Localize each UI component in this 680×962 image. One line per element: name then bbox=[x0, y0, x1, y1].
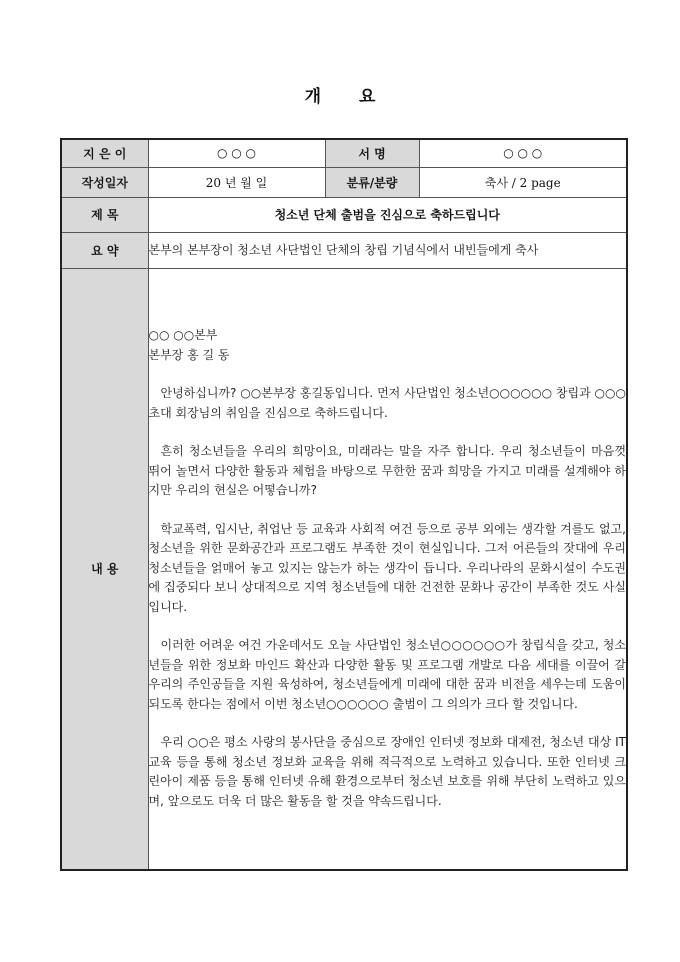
row-summary bbox=[61, 232, 627, 268]
page-title-right: 요 bbox=[359, 87, 376, 107]
summary-label: 요 약 bbox=[61, 232, 148, 268]
signature-value: ○ ○ ○ bbox=[419, 139, 627, 167]
row-subject bbox=[61, 197, 627, 232]
row-content bbox=[61, 268, 627, 870]
content-body bbox=[148, 268, 627, 870]
summary-value: 본부의 본부장이 청소년 사단법인 단체의 창립 기념식에서 내빈들에게 축사 bbox=[148, 232, 627, 268]
content-name: 본부장 홍 길 동 bbox=[148, 347, 230, 362]
content-label: 내 용 bbox=[61, 268, 148, 870]
page-title bbox=[0, 82, 680, 107]
signature-label: 서 명 bbox=[325, 139, 419, 167]
content-org: ○○ ○○본부 bbox=[148, 328, 218, 343]
content-paragraph-1: 안녕하십니까? ○○본부장 홍길동입니다. 먼저 사단법인 청소년○○○○○○ 창립과 ○○○초대 회장님의 취임을 진심으로 축하드립니다. bbox=[148, 386, 626, 420]
author-label: 지 은 이 bbox=[61, 139, 148, 167]
content-paragraph-3: 학교폭력, 입시난, 취업난 등 교육과 사회적 여건 등으로 공부 외에는 생각할 겨를도 없고, 청소년을 위한 문화공간과 프로그램도 부족한 것이 현실입니다. 그저 어른들의 잣대에 우리 청소년들을 얽매어 놓고 있지는 않는가 하는 생각이 듭니다. 우리나라의 문화시설이 수도권에 집중되다 보니 상대적으로 지역 청소년들에 대한 건전한 문화나 공간이 부족한 것도 사실입니다. bbox=[148, 521, 626, 614]
subject-label: 제 목 bbox=[61, 197, 148, 232]
row-author bbox=[61, 139, 627, 167]
category-value: 축사 / 2 page bbox=[419, 167, 627, 197]
row-date bbox=[61, 167, 627, 197]
content-paragraph-2: 흔히 청소년들을 우리의 희망이요, 미래라는 말을 자주 합니다. 우리 청소년들이 마음껏 뛰어 놀면서 다양한 활동과 체험을 바탕으로 무한한 꿈과 희망을 가지고 미래를 설계해야 하지만 우리의 현실은 어떻습니까? bbox=[148, 444, 626, 498]
date-value: 20 년 월 일 bbox=[148, 167, 325, 197]
page-title-left: 개 bbox=[304, 87, 321, 107]
content-paragraph-5: 우리 ○○은 평소 사랑의 봉사단을 중심으로 장애인 인터넷 정보화 대제전, 청소년 대상 IT교육 등을 통해 청소년 정보화 교육을 위해 적극적으로 노력하고 있습니다. 또한 인터넷 크린아이 제품 등을 통해 인터넷 유해 환경으로부터 청소년 보호를 위해 부단히 노력하고 있으며, 앞으로도 더욱 더 많은 활동을 할 것을 약속드립니다. bbox=[148, 735, 626, 808]
overview-form bbox=[60, 138, 628, 871]
content-paragraph-4: 이러한 어려운 여건 가운데서도 오늘 사단법인 청소년○○○○○○가 창립식을 갖고, 청소년들을 위한 정보화 마인드 확산과 다양한 활동 및 프로그램 개발로 다음 세대를 이끌어 갈 우리의 주인공들을 지원 육성하여, 청소년들에게 미래에 대한 꿈과 비전을 세우는데 도움이 되도록 한다는 점에서 이번 청소년○○○○○○ 출범이 그 의의가 크다 할 것입니다. bbox=[148, 638, 626, 711]
subject-value: 청소년 단체 출범을 진심으로 축하드립니다 bbox=[148, 197, 627, 232]
author-value: ○ ○ ○ bbox=[148, 139, 325, 167]
category-label: 분류/분량 bbox=[325, 167, 419, 197]
date-label: 작성일자 bbox=[61, 167, 148, 197]
